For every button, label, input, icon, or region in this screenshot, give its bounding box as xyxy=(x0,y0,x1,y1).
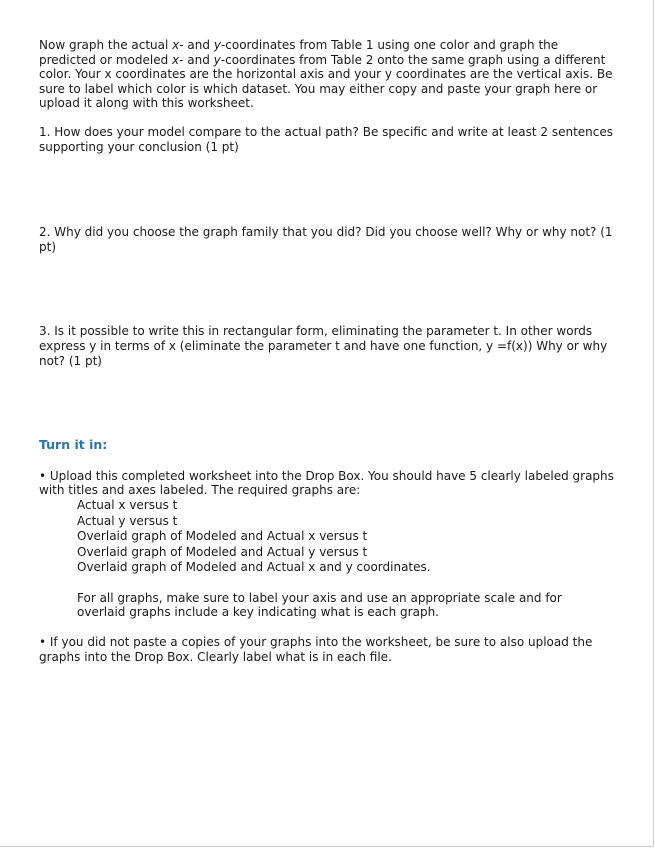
intro-text: -coordinates from Table 1 using one color and graph the predicted or modeled xyxy=(39,38,559,67)
intro-var-x: x xyxy=(172,38,180,52)
intro-paragraph xyxy=(39,38,614,111)
intro-var-y: y xyxy=(213,52,221,67)
list-item: Overlaid graph of Modeled and Actual y versus t xyxy=(77,544,368,559)
intro-text: -coordinates from Table 2 onto the same graph using a different color. Your x coordinates are the horizontal axis and your y coordinates are the vertical axis. Be sure to label which color is which dataset. You may either copy and paste your graph here or upload it along with this worksheet. xyxy=(39,52,613,111)
intro-var-x: x xyxy=(172,52,180,67)
intro-text: Now graph the actual xyxy=(39,38,173,52)
intro-text: - and xyxy=(179,52,214,67)
intro-var-y: y xyxy=(213,38,221,52)
question-1: 1. How does your model compare to the actual path? Be specific and write at least 2 sentences supporting your conclusion (1 pt) xyxy=(39,124,613,154)
list-item: Actual y versus t xyxy=(77,513,178,528)
list-item: Overlaid graph of Modeled and Actual x versus t xyxy=(77,529,368,544)
list-item: Actual x versus t xyxy=(77,497,178,512)
list-item: Overlaid graph of Modeled and Actual x and y coordinates. xyxy=(77,560,431,575)
document-content xyxy=(39,38,614,664)
upload-instructions: • Upload this completed worksheet into the Drop Box. You should have 5 clearly labeled graphs with titles and axes labeled. The required graphs are: xyxy=(39,468,614,498)
required-graphs-list xyxy=(39,498,614,576)
question-3: 3. Is it possible to write this in rectangular form, eliminating the parameter t. In other words express y in terms of x (eliminate the parameter t and have one function, y =f(x)) Why or why not? (1 pt) xyxy=(39,324,608,368)
turn-in-heading: Turn it in: xyxy=(39,437,108,453)
graph-note: For all graphs, make sure to label your axis and use an appropriate scale and for overlaid graphs include a key indicating what is each graph. xyxy=(77,590,562,620)
paste-instructions: • If you did not paste a copies of your graphs into the worksheet, be sure to also upload the graphs into the Drop Box. Clearly label what is in each file. xyxy=(39,635,593,664)
intro-text: - and xyxy=(179,38,214,52)
question-2: 2. Why did you choose the graph family that you did? Did you choose well? Why or why not? (1 pt) xyxy=(39,225,613,254)
